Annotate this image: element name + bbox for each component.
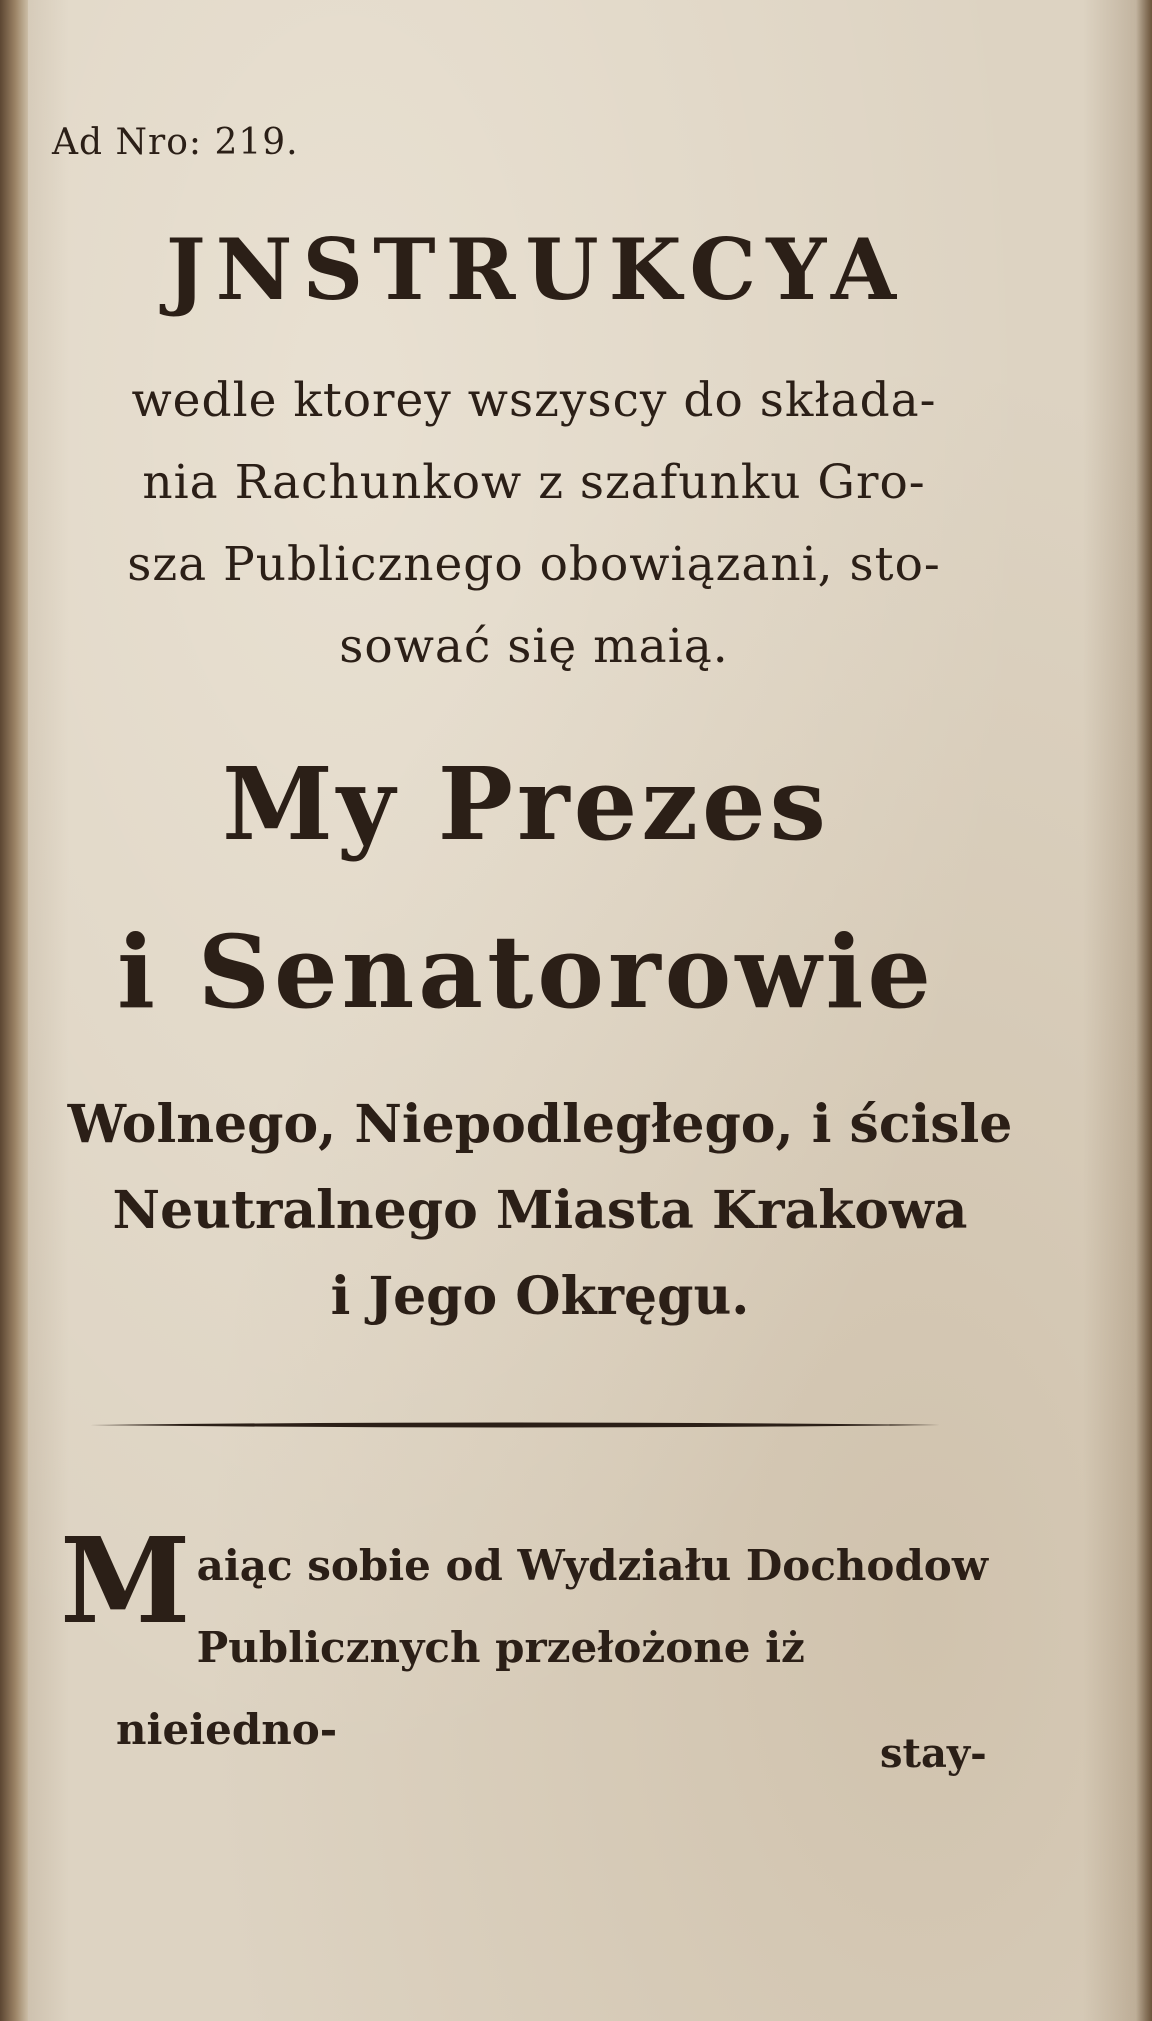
city-line: Neutralnego Miasta Krakowa — [112, 1180, 968, 1241]
drop-cap: M — [60, 1511, 191, 1650]
document-title: JNSTRUKCYA — [165, 220, 907, 319]
reference-number: Ad Nro: 219. — [52, 122, 299, 163]
body-line: aiąc sobie od Wydziału Dochodow — [196, 1541, 988, 1590]
subtitle-line: wedle ktorey wszyscy do składa- — [131, 373, 937, 428]
catchword: stay- — [880, 1730, 987, 1777]
city-line: i Jego Okręgu. — [330, 1266, 750, 1327]
issuer-heading — [0, 720, 1102, 1056]
issuer-line: My Prezes — [222, 745, 830, 863]
city-line: Wolnego, Niepodległego, i ścisle — [67, 1094, 1013, 1155]
ornamental-rule — [90, 1420, 940, 1430]
subtitle-line: nia Rachunkow z szafunku Gro- — [142, 455, 926, 510]
subtitle — [48, 360, 1020, 688]
city-heading — [40, 1082, 1040, 1340]
page-edge — [1136, 0, 1152, 2021]
issuer-line: i Senatorowie — [116, 913, 936, 1031]
subtitle-line: sza Publicznego obowiązani, sto- — [127, 537, 941, 592]
body-line: Publicznych przełożone iż nieiedno- — [116, 1623, 805, 1754]
subtitle-line: sować się maią. — [339, 619, 729, 674]
